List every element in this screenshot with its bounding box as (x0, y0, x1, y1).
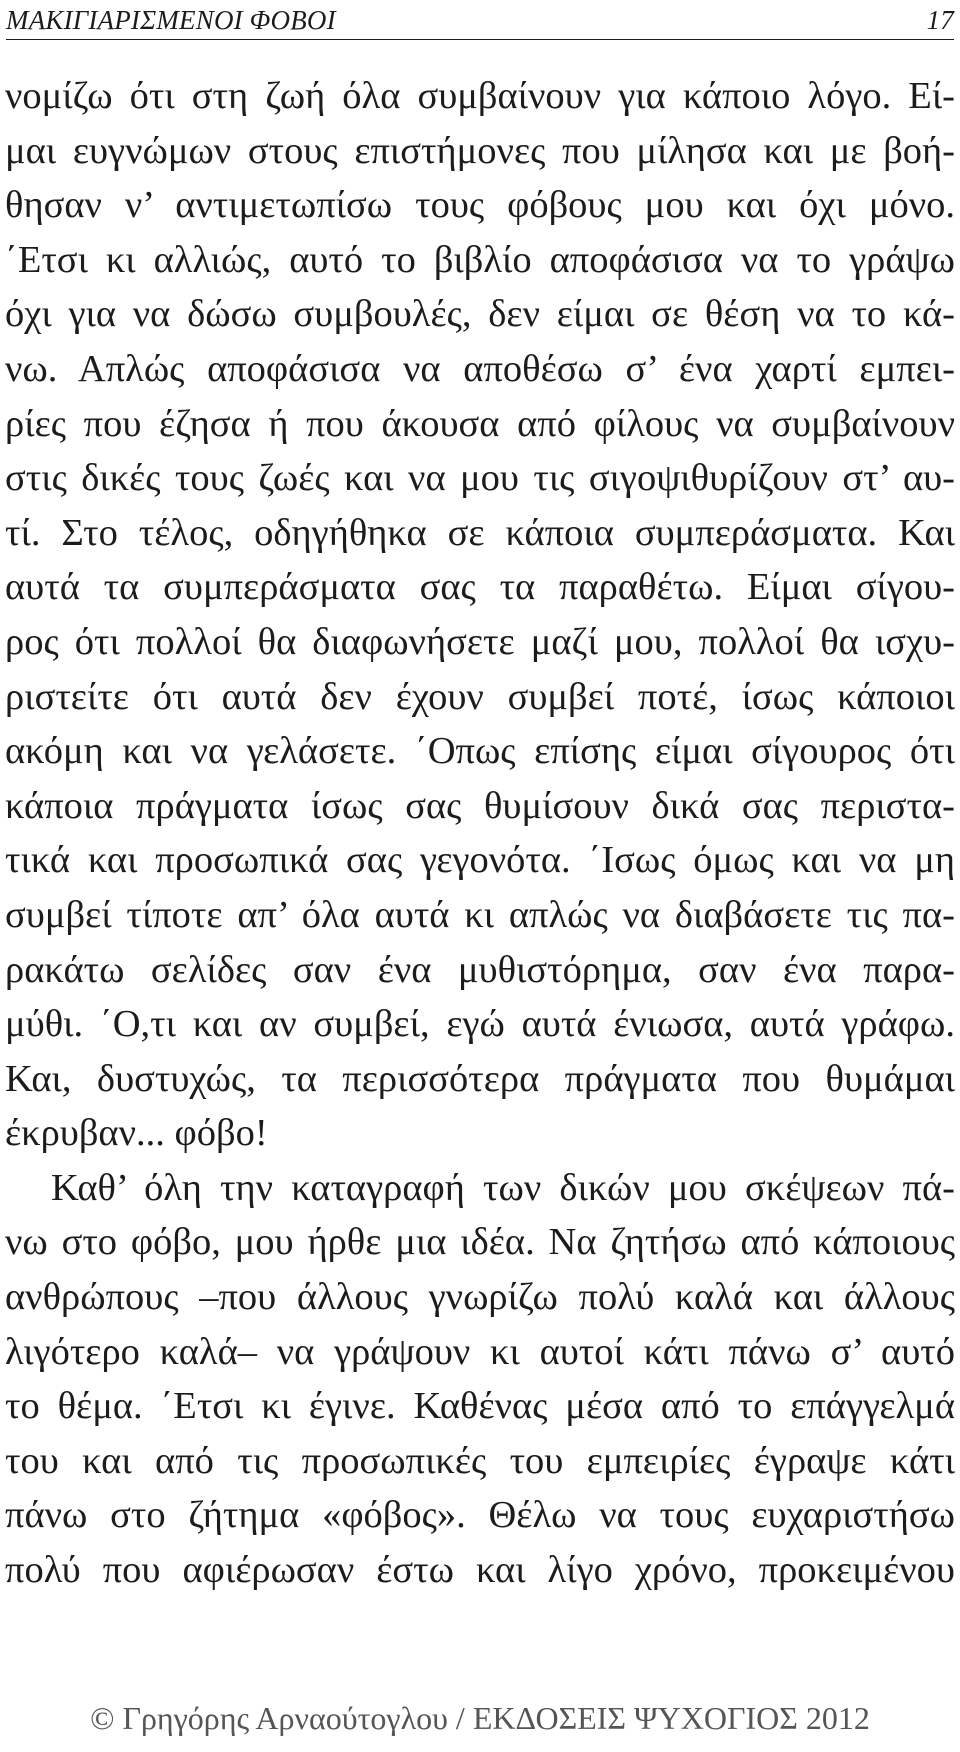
text-line: ακόμη και να γελάσετε. ΄Οπως επίσης είμαι σίγουρος ότι (5, 730, 955, 773)
running-title: ΜΑΚΙΓΙΑΡΙΣΜΕΝΟΙ ΦΟΒΟΙ (6, 5, 336, 35)
text-line: του και από τις προσωπικές του εμπειρίες έγραψε κάτι (5, 1439, 955, 1482)
text-line: Καθ’ όλη την καταγραφή των δικών μου σκέψεων πά- (51, 1166, 955, 1209)
text-line: τί. Στο τέλος, οδηγήθηκα σε κάποια συμπεράσματα. Και (5, 511, 955, 554)
text-line: έκρυβαν... φόβο! (5, 1112, 268, 1155)
text-line: μύθι. ΄Ο,τι και αν συμβεί, εγώ αυτά ένιωσα, αυτά γράφω. (5, 1003, 955, 1046)
text-line: μαι ευγνώμων στους επιστήμονες που μίλησα και με βοή- (5, 129, 955, 172)
text-line: τικά και προσωπικά σας γεγονότα. ΄Ισως όμως και να μη (5, 839, 955, 882)
text-line: νω. Απλώς αποφάσισα να αποθέσω σ’ ένα χαρτί εμπει- (5, 347, 955, 390)
text-line: ρος ότι πολλοί θα διαφωνήσετε μαζί μου, πολλοί θα ισχυ- (5, 620, 955, 663)
text-line: ριστείτε ότι αυτά δεν έχουν συμβεί ποτέ, ίσως κάποιοι (5, 675, 955, 718)
text-line: πάνω στο ζήτημα «φόβος». Θέλω να τους ευχαριστήσω (5, 1494, 955, 1537)
text-line: κάποια πράγματα ίσως σας θυμίσουν δικά σας περιστα- (5, 784, 955, 827)
text-line: Και, δυστυχώς, τα περισσότερα πράγματα που θυμάμαι (5, 1057, 955, 1100)
running-header (6, 2, 954, 40)
text-line: ρίες που έζησα ή που άκουσα από φίλους να συμβαίνουν (5, 402, 955, 445)
text-line: ρακάτω σελίδες σαν ένα μυθιστόρημα, σαν ένα παρα- (5, 948, 955, 991)
text-line: συμβεί τίποτε απ’ όλα αυτά κι απλώς να διαβάσετε τις πα- (5, 893, 955, 936)
text-line: ΄Ετσι κι αλλιώς, αυτό το βιβλίο αποφάσισα να το γράψω (5, 238, 955, 281)
text-line: αυτά τα συμπεράσματα σας τα παραθέτω. Είμαι σίγου- (5, 566, 955, 609)
text-line: νομίζω ότι στη ζωή όλα συμβαίνουν για κάποιο λόγο. Εί- (5, 75, 955, 117)
page-number: 17 (926, 5, 954, 35)
text-line: στις δικές τους ζωές και να μου τις σιγοψιθυρίζουν στ’ αυ- (5, 457, 955, 500)
copyright-footer: © Γρηγόρης Αρναούτογλου / ΕΚΔΟΣΕΙΣ ΨΥΧΟΓΙΟΣ 2012 (90, 1700, 870, 1736)
text-line: λιγότερο καλά– να γράψουν κι αυτοί κάτι πάνω σ’ αυτό (5, 1330, 955, 1373)
text-line: ανθρώπους –που άλλους γνωρίζω πολύ καλά και άλλους (5, 1276, 955, 1319)
body-text (5, 69, 955, 1598)
text-line: όχι για να δώσω συμβουλές, δεν είμαι σε θέση να το κά- (5, 293, 955, 336)
text-line: το θέμα. ΄Ετσι κι έγινε. Καθένας μέσα από το επάγγελμά (5, 1385, 955, 1428)
text-line: θησαν ν’ αντιμετωπίσω τους φόβους μου και όχι μόνο. (5, 184, 955, 227)
text-line: πολύ που αφιέρωσαν έστω και λίγο χρόνο, προκειμένου (5, 1549, 955, 1592)
text-line: νω στο φόβο, μου ήρθε μια ιδέα. Να ζητήσω από κάποιους (5, 1221, 955, 1264)
